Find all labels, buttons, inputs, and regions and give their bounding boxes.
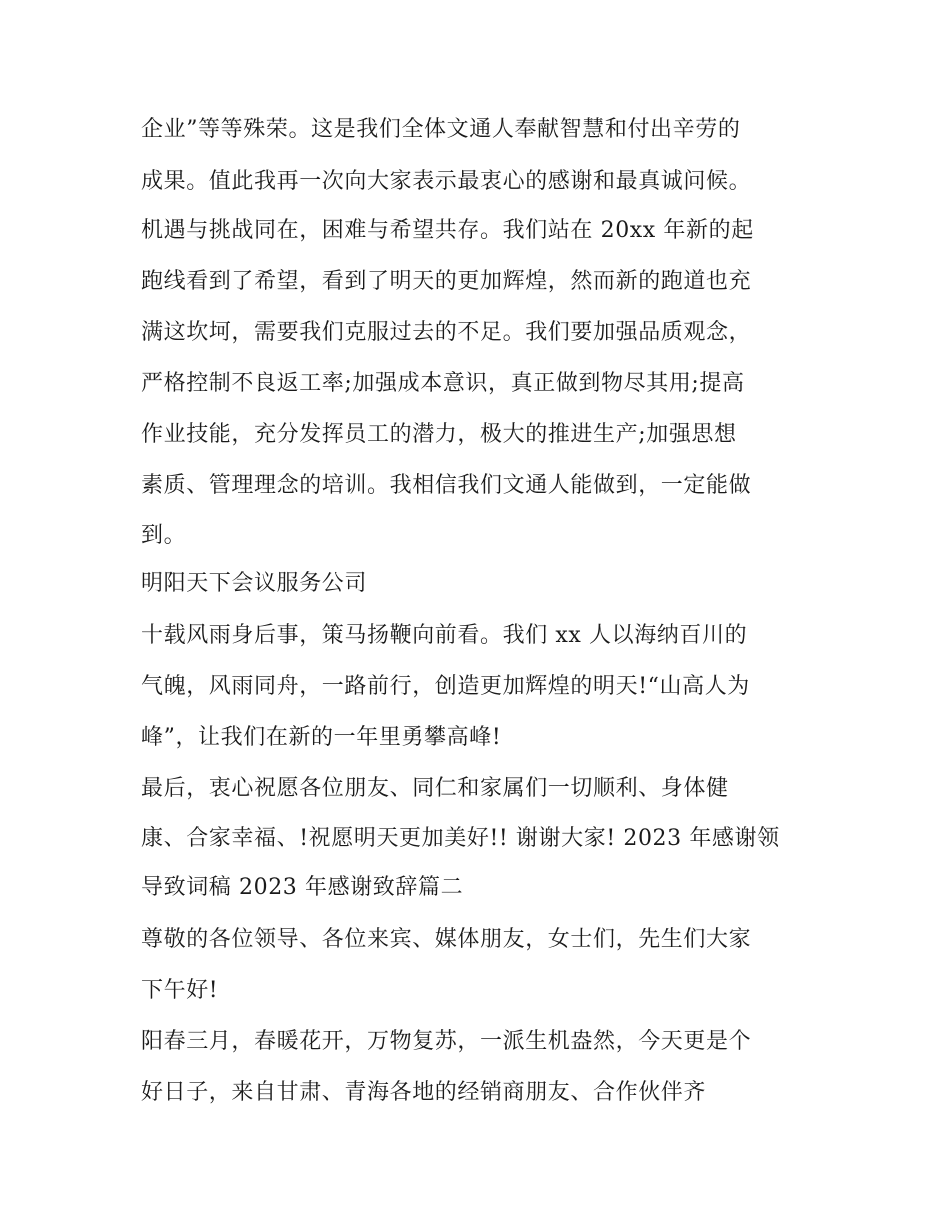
text-line: 满这坎坷，需要我们克服过去的不足。我们要加强品质观念，: [141, 320, 752, 345]
text-line: 阳春三月，春暖花开，万物复苏，一派生机盎然，今天更是个: [141, 1029, 752, 1054]
section-heading: 明阳天下会议服务公司: [141, 571, 368, 596]
text-line: 尊敬的各位领导、各位来宾、媒体朋友，女士们，先生们大家: [141, 927, 752, 952]
text-line: 到。: [141, 523, 187, 548]
text-line: 十载风雨身后事，策马扬鞭向前看。我们 xx 人以海纳百川的: [141, 623, 748, 648]
section-heading: 导致词稿 2023 年感谢致辞篇二: [141, 875, 464, 900]
text-line: 气魄，风雨同舟，一路前行，创造更加辉煌的明天!“山高人为: [141, 674, 750, 699]
text-line: 成果。值此我再一次向大家表示最衷心的感谢和最真诚问候。: [141, 169, 752, 194]
text-line: 康、合家幸福、!祝愿明天更加美好!! 谢谢大家! 2023 年感谢领: [141, 826, 780, 851]
text-line: 企业”等等殊荣。这是我们全体文通人奉献智慧和付出辛劳的: [141, 117, 741, 142]
text-line: 下午好!: [141, 978, 219, 1003]
text-line: 好日子，来自甘肃、青海各地的经销商朋友、合作伙伴齐: [141, 1080, 707, 1105]
text-line: 作业技能，充分发挥员工的潜力，极大的推进生产;加强思想: [141, 422, 737, 447]
text-line: 最后，衷心祝愿各位朋友、同仁和家属们一切顺利、身体健: [141, 776, 729, 801]
text-line: 跑线看到了希望，看到了明天的更加辉煌，然而新的跑道也充: [141, 269, 752, 294]
text-line: 严格控制不良返工率;加强成本意识，真正做到物尽其用;提高: [141, 371, 745, 396]
text-line: 峰”，让我们在新的一年里勇攀高峰!: [141, 725, 502, 750]
text-line: 机遇与挑战同在，困难与希望共存。我们站在 20xx 年新的起: [141, 218, 754, 243]
text-line: 素质、管理理念的培训。我相信我们文通人能做到，一定能做: [141, 473, 752, 498]
